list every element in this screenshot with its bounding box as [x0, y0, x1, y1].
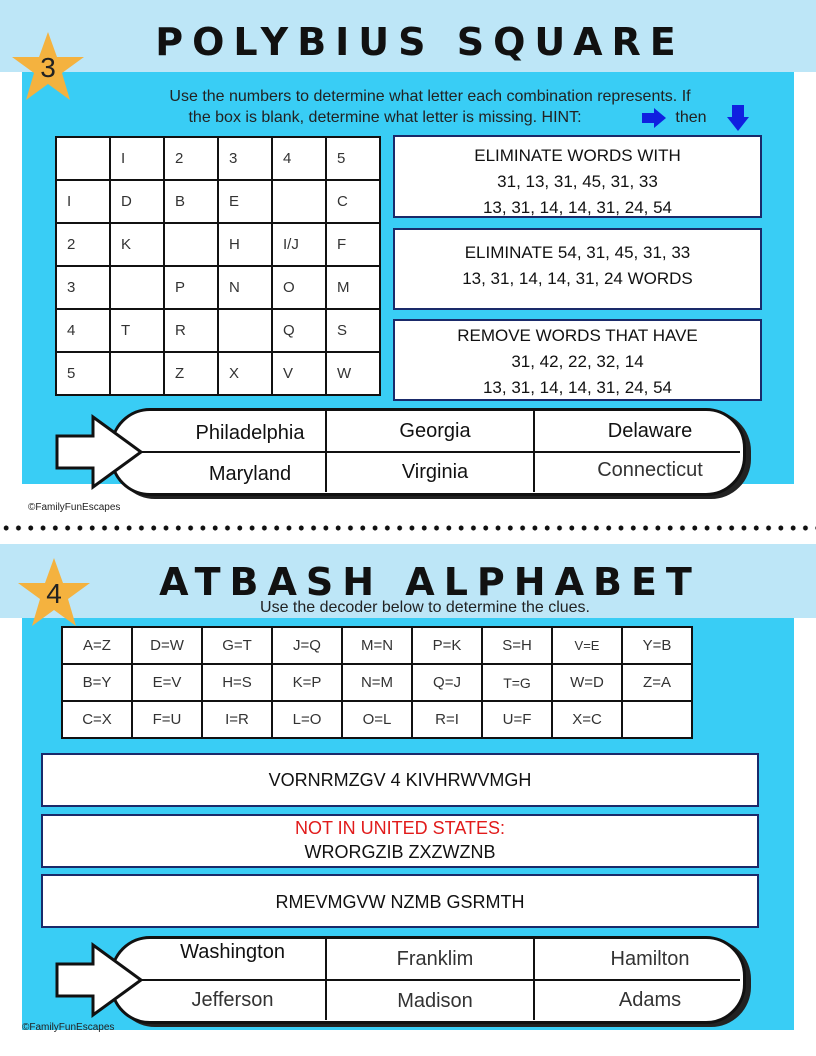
grid-row: [56, 352, 380, 395]
grid-cell: P: [164, 266, 218, 309]
grid-cell: 4: [56, 309, 110, 352]
answer-option[interactable]: Hamilton: [610, 948, 690, 970]
answer-banner-4: [55, 934, 765, 1026]
grid-cell: 5: [56, 352, 110, 395]
grid-cell: 2: [56, 223, 110, 266]
clue-line: ELIMINATE 54, 31, 45, 31, 33: [464, 243, 691, 262]
grid-cell: Q: [272, 309, 326, 352]
grid-cell: N: [218, 266, 272, 309]
key-cell: Q=J: [412, 664, 482, 701]
section3-instruction-line1: Use the numbers to determine what letter each combination represents. If: [169, 88, 691, 105]
grid-cell: [272, 180, 326, 223]
answer-option[interactable]: Washington: [180, 941, 285, 963]
grid-cell: Z: [164, 352, 218, 395]
clue-line: 13, 31, 14, 14, 31, 24, 54: [482, 198, 673, 217]
copyright: ©FamilyFunEscapes: [28, 502, 121, 513]
clue-text: RMEVMGVW NZMB GSRMTH: [275, 892, 525, 912]
key-cell: L=O: [272, 701, 342, 738]
answer-option[interactable]: Jefferson: [191, 989, 274, 1011]
grid-cell: [110, 352, 164, 395]
key-cell: A=Z: [62, 627, 132, 664]
grid-cell: W: [326, 352, 380, 395]
answer-option[interactable]: Virginia: [401, 461, 469, 483]
grid-cell: 3: [56, 266, 110, 309]
key-row: [62, 627, 692, 664]
grid-cell: O: [272, 266, 326, 309]
clue-red-label: NOT IN UNITED STATES:: [294, 818, 505, 838]
key-cell: P=K: [412, 627, 482, 664]
key-cell: O=L: [342, 701, 412, 738]
section4-instruction: Use the decoder below to determine the clues.: [260, 599, 590, 616]
answer-option[interactable]: Connecticut: [597, 459, 703, 481]
clue-line: ELIMINATE WORDS WITH: [474, 146, 681, 165]
grid-cell: K: [110, 223, 164, 266]
grid-cell: 3: [218, 137, 272, 180]
key-cell: K=P: [272, 664, 342, 701]
key-cell: I=R: [202, 701, 272, 738]
key-cell: S=H: [482, 627, 552, 664]
grid-cell: C: [326, 180, 380, 223]
dotted-divider: [0, 525, 816, 531]
key-cell: F=U: [132, 701, 202, 738]
section3-number: 3: [40, 52, 56, 83]
section3-instruction-line2: the box is blank, determine what letter is missing. HINT:: [188, 109, 582, 126]
grid-cell: I: [56, 180, 110, 223]
key-cell: Y=B: [622, 627, 692, 664]
clue-box-2: [393, 228, 762, 310]
clue-line: REMOVE WORDS THAT HAVE: [457, 326, 698, 345]
answer-option[interactable]: Adams: [618, 989, 682, 1011]
atbash-clue-3: [41, 874, 759, 928]
grid-cell: E: [218, 180, 272, 223]
section4-number: 4: [46, 578, 62, 609]
answer-banner-3: [55, 406, 765, 498]
grid-cell: I: [110, 137, 164, 180]
grid-cell: X: [218, 352, 272, 395]
key-cell: T=G: [482, 664, 552, 701]
arrow-pointer-icon: [55, 942, 145, 1018]
grid-row: [56, 266, 380, 309]
key-cell: Z=A: [622, 664, 692, 701]
atbash-clue-1: [41, 753, 759, 807]
atbash-clue-2: [41, 814, 759, 868]
key-cell: R=I: [412, 701, 482, 738]
star-badge-4: [16, 556, 92, 628]
key-cell: X=C: [552, 701, 622, 738]
grid-cell: [56, 137, 110, 180]
key-cell: [622, 701, 692, 738]
key-cell: M=N: [342, 627, 412, 664]
key-row: [62, 701, 692, 738]
grid-cell: 5: [326, 137, 380, 180]
atbash-key-grid: [61, 626, 693, 739]
answer-option[interactable]: Madison: [397, 990, 473, 1012]
grid-row: [56, 137, 380, 180]
key-cell: E=V: [132, 664, 202, 701]
grid-cell: I/J: [272, 223, 326, 266]
grid-cell: 2: [164, 137, 218, 180]
grid-cell: H: [218, 223, 272, 266]
key-cell: N=M: [342, 664, 412, 701]
section3-hint-then: then: [675, 109, 707, 126]
clue-line: 31, 42, 22, 32, 14: [511, 352, 644, 371]
grid-cell: [218, 309, 272, 352]
arrow-pointer-icon: [55, 414, 145, 490]
key-cell: J=Q: [272, 627, 342, 664]
grid-cell: M: [326, 266, 380, 309]
grid-cell: [164, 223, 218, 266]
grid-cell: R: [164, 309, 218, 352]
clue-box-3: [393, 319, 762, 401]
key-cell: G=T: [202, 627, 272, 664]
section4-title: ATBASH ALPHABET: [159, 560, 701, 604]
key-row: [62, 664, 692, 701]
clue-text: WRORGZIB ZXZWZNB: [304, 842, 496, 862]
answer-option[interactable]: Philadelphia: [195, 422, 305, 444]
grid-row: [56, 180, 380, 223]
clue-box-1: [393, 135, 762, 218]
answer-option[interactable]: Delaware: [607, 420, 693, 442]
key-cell: W=D: [552, 664, 622, 701]
grid-cell: [110, 266, 164, 309]
answer-option[interactable]: Georgia: [399, 420, 471, 442]
grid-cell: T: [110, 309, 164, 352]
key-cell: U=F: [482, 701, 552, 738]
star-badge-3: [10, 30, 86, 102]
clue-line: 13, 31, 14, 14, 31, 24 WORDS: [462, 269, 693, 288]
grid-cell: V: [272, 352, 326, 395]
grid-row: [56, 223, 380, 266]
key-cell: V=E: [552, 627, 622, 664]
down-arrow-icon: [726, 104, 750, 132]
grid-cell: D: [110, 180, 164, 223]
grid-cell: S: [326, 309, 380, 352]
right-arrow-icon: [641, 107, 667, 129]
key-cell: C=X: [62, 701, 132, 738]
grid-row: [56, 309, 380, 352]
section3-title: POLYBIUS SQUARE: [155, 20, 685, 64]
grid-cell: B: [164, 180, 218, 223]
answer-option[interactable]: Franklim: [396, 948, 474, 970]
polybius-grid: [55, 136, 381, 396]
grid-cell: 4: [272, 137, 326, 180]
key-cell: H=S: [202, 664, 272, 701]
key-cell: D=W: [132, 627, 202, 664]
copyright: ©FamilyFunEscapes: [22, 1022, 115, 1033]
clue-line: 31, 13, 31, 45, 31, 33: [497, 172, 658, 191]
answer-option[interactable]: Maryland: [208, 463, 292, 485]
clue-text: VORNRMZGV 4 KIVHRWVMGH: [268, 770, 532, 790]
grid-cell: F: [326, 223, 380, 266]
key-cell: B=Y: [62, 664, 132, 701]
clue-line: 13, 31, 14, 14, 31, 24, 54: [482, 378, 673, 397]
